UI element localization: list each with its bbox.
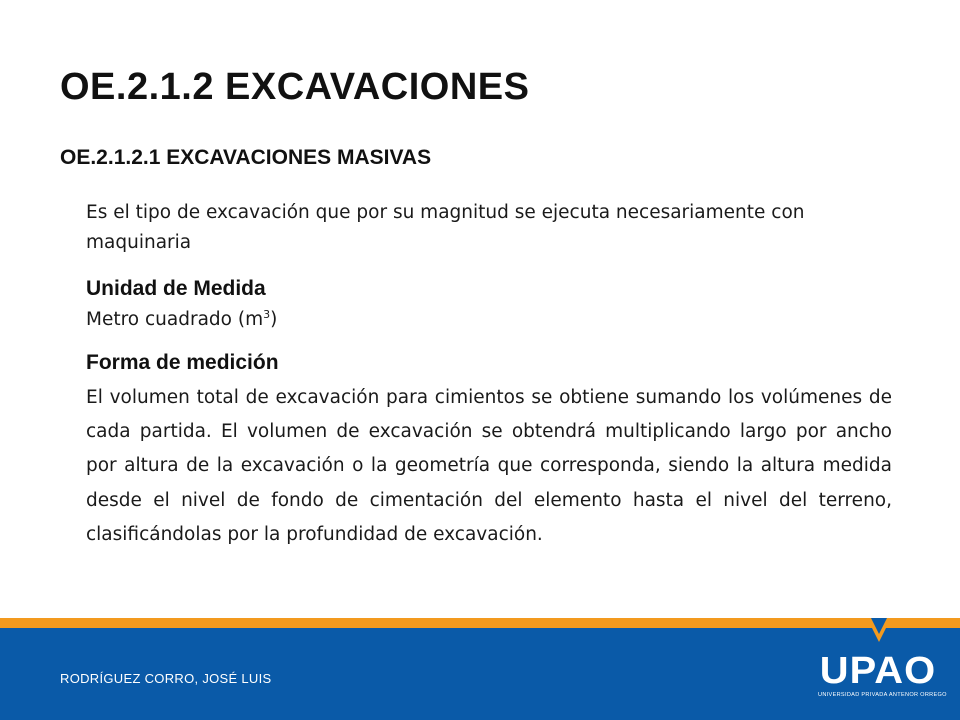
slide-title: OE.2.1.2 EXCAVACIONES (60, 66, 530, 108)
logo-wordmark: UPAO (819, 650, 937, 692)
method-paragraph: El volumen total de excavación para cimientos se obtiene sumando los volúmenes de cada partida. El volumen de excavación se obtendrá multiplicando largo por ancho por altura de la excavación o la geometría que corresponda, siendo la altura medida desde el nivel de fondo de cimentación del elemento hasta el nivel del terreno, clasificándolas por la profundidad de excavación. (86, 387, 892, 545)
unit-heading: Unidad de Medida (86, 277, 266, 300)
footer-accent-stripe (0, 618, 960, 628)
upao-logo (818, 650, 947, 698)
unit-value-suffix: ) (270, 309, 278, 330)
unit-value (86, 305, 277, 335)
footer-notch-icon (867, 618, 891, 642)
unit-value-prefix: Metro cuadrado (m (86, 309, 264, 330)
unit-superscript: 3 (263, 307, 271, 321)
method-heading: Forma de medición (86, 351, 279, 374)
intro-paragraph: Es el tipo de excavación que por su magnitud se ejecuta necesariamente con maquinaria (86, 202, 805, 253)
logo-tagline: UNIVERSIDAD PRIVADA ANTENOR ORREGO (818, 692, 947, 698)
section-subtitle: OE.2.1.2.1 EXCAVACIONES MASIVAS (60, 146, 432, 169)
author-name: RODRÍGUEZ CORRO, JOSÉ LUIS (60, 671, 272, 686)
